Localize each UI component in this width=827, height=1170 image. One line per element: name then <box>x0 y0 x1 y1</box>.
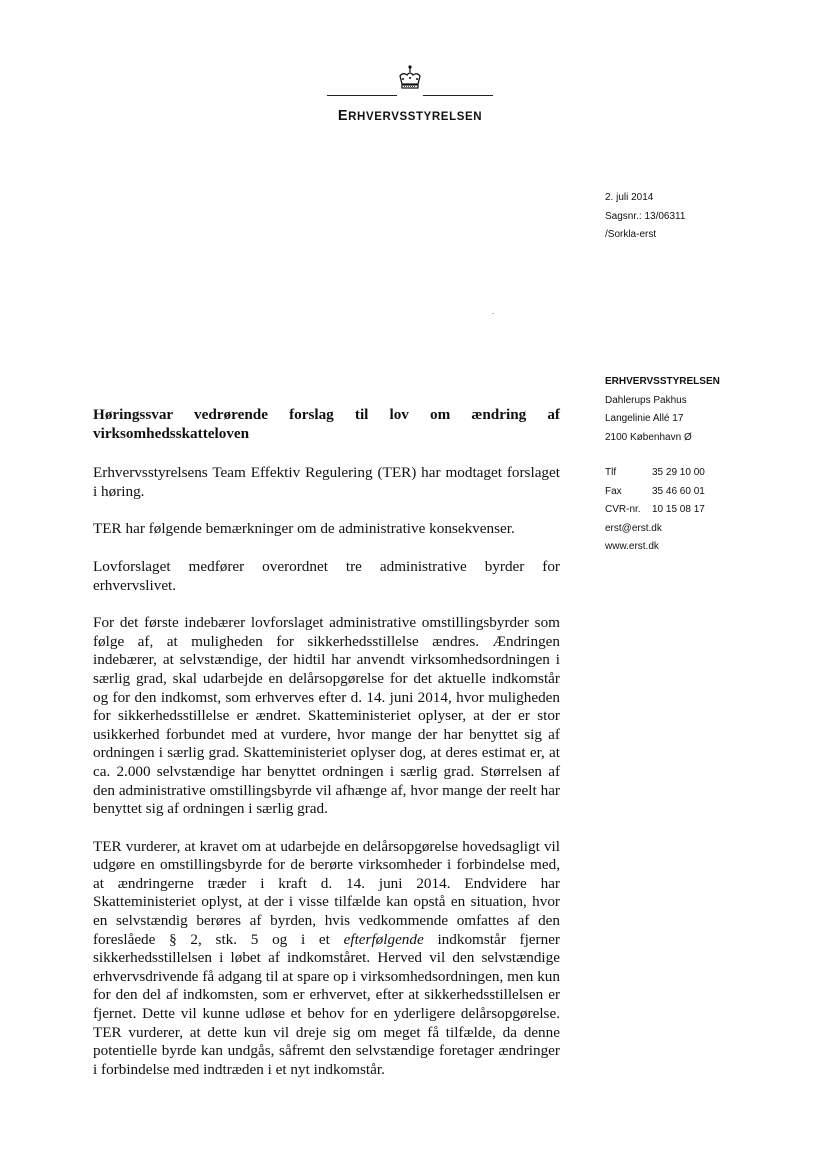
sender-org: ERHVERVSSTYRELSEN <box>605 376 720 387</box>
paragraph-intro: Erhvervsstyrelsens Team Effektiv Regulering (TER) har modtaget forslaget i høring. <box>93 464 560 500</box>
paragraph-first-burden: For det første indebærer lovforslaget administrative omstillingsbyrder som følge af, at muligheden for sikkerhedsstillelse ændres. Ændringen indebærer, at selvstændige, der hidtil har anvendt virksomhedsordningen i særlig grad, skal udarbejde en delårsopgørelse for det aktuelle indkomstår og for den indkomst, som erhverves efter d. 14. juni 2014, hvor muligheden for sikkerhedsstillelse er ændret. Skatteministeriet oplyser, at der er stor usikkerhed forbundet med at vurdere, hvor mange der har benyttet sig af ordningen i særlig grad. Skatteministeriet oplyser dog, at deres estimat er, at ca. 2.000 selvstændige har benyttet ordningen i særlig grad. Størrelsen af den administrative omstillingsbyrde vil afhænge af, hvor mange der reelt har benyttet sig af ordningen i særlig grad. <box>93 614 560 818</box>
letter-date: 2. juli 2014 <box>605 192 654 203</box>
cvr-label: CVR-nr. <box>605 504 641 515</box>
crown-icon <box>395 64 425 94</box>
fax-number: 35 46 60 01 <box>652 485 705 497</box>
letter-body <box>93 406 560 1079</box>
phone-label: Tlf <box>605 467 617 478</box>
case-initials: /Sorkla-erst <box>605 229 657 240</box>
email-link[interactable]: erst@erst.dk <box>605 522 662 534</box>
paragraph-assessment-part1: TER vurderer, at kravet om at udarbejde en delårsopgørelse hovedsagligt vil udgøre en omstillingsbyrde for de berørte virksomheder i forbindelse med, at ændringerne træder i kraft d. 14. juni 2014. Endvidere har Skatteministeriet oplyst, at der i visse tilfælde kan opstå en situation, hvor en selvstændig berøres af byrden, hvis vedkommende omfattes af den foreslåede § 2, stk. 5 og i et <box>93 837 560 948</box>
logo-rule-left <box>327 95 397 96</box>
letter-meta <box>605 189 685 245</box>
logo-rule-right <box>423 95 493 96</box>
paragraph-assessment-emphasis: efterfølgende <box>343 930 424 948</box>
letter-headline: Høringssvar vedrørende forslag til lov om ændring af virksomhedsskatteloven <box>93 406 560 442</box>
fax-row <box>605 483 705 502</box>
sender-building: Dahlerups Pakhus <box>605 394 687 406</box>
website-link[interactable]: www.erst.dk <box>605 541 659 552</box>
phone-row <box>605 464 705 483</box>
logo-wordmark: ERHVERVSSTYRELSEN <box>337 108 483 124</box>
paragraph-remarks: TER har følgende bemærkninger om de administrative konsekvenser. <box>93 520 515 538</box>
sender-address <box>605 373 720 447</box>
paragraph-assessment-part2: indkomstår fjerner sikkerhedsstillelsen i løbet af indkomståret. Herved vil den selvstændige erhvervsdrivende få adgang til at spare op i virksomhedsordningen, men kun for den del af indkomsten, som er erhvervet, efter at sikkerhedsstillelsen er fjernet. Dette vil kunne udløse et behov for en yderligere delårsopgørelse. TER vurderer, at dette kun vil dreje sig om meget få tilfælde, da denne potentielle byrde kan undgås, såfremt den selvstændige foretager ændringer i forbindelse med indtræden i et nyt indkomstår. <box>93 930 560 1078</box>
sender-contact <box>605 464 705 557</box>
phone-number: 35 29 10 00 <box>652 467 705 478</box>
sender-city: 2100 København Ø <box>605 431 692 443</box>
cvr-number: 10 15 08 17 <box>652 504 705 515</box>
sender-street: Langelinie Allé 17 <box>605 413 684 424</box>
agency-logo <box>320 64 500 126</box>
cvr-row <box>605 501 705 520</box>
scan-speck <box>492 313 494 314</box>
paragraph-assessment <box>93 838 560 1080</box>
case-number: Sagsnr.: 13/06311 <box>605 210 686 222</box>
paragraph-burdens: Lovforslaget medfører overordnet tre administrative byrder for erhvervslivet. <box>93 557 560 594</box>
fax-label: Fax <box>605 485 622 497</box>
